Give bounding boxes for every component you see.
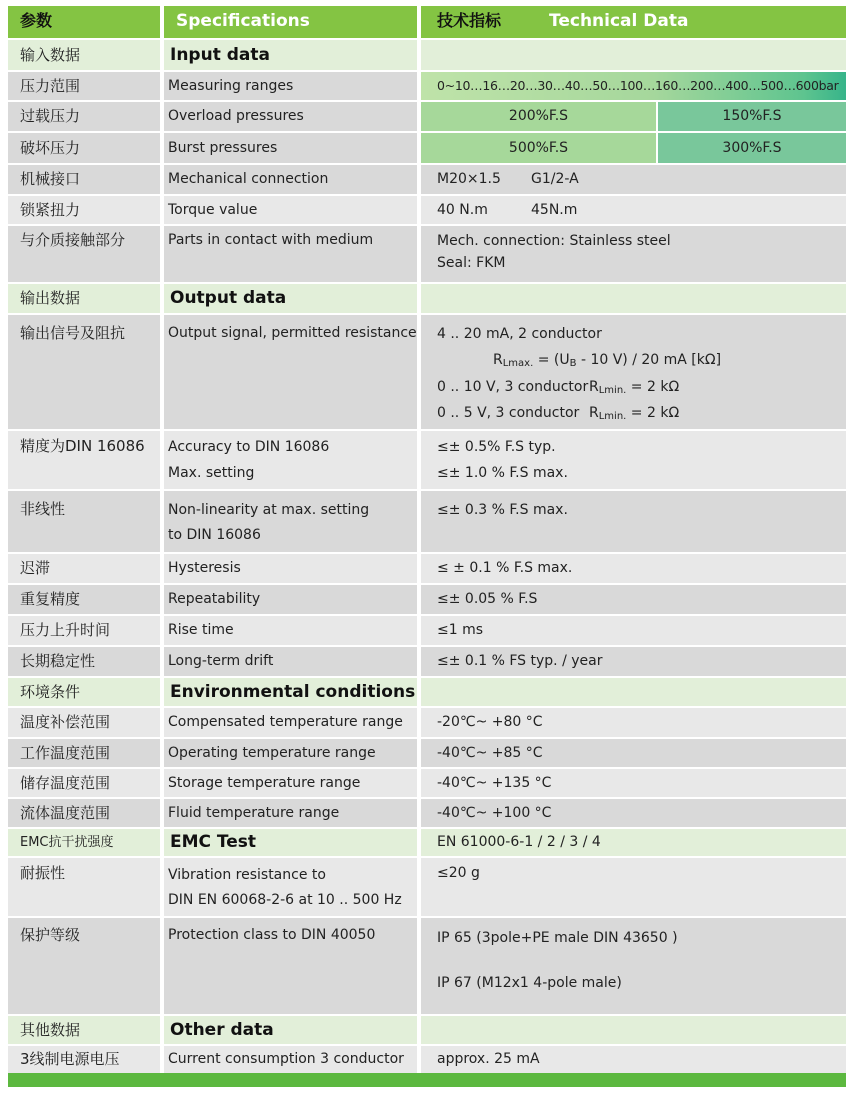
table-row	[8, 1046, 846, 1073]
table-row	[8, 491, 846, 552]
resistance-value: = 2 kΩ	[630, 405, 680, 421]
row-label-cn: 压力上升时间	[8, 616, 160, 645]
row-label-cn: 流体温度范围	[8, 799, 160, 827]
row-label-en: Fluid temperature range	[164, 799, 417, 827]
output-line-3: 0 .. 10 V, 3 conductor	[437, 379, 589, 395]
row-value	[421, 858, 846, 916]
table-row	[8, 918, 846, 1014]
table-row	[8, 647, 846, 676]
row-label-en: Compensated temperature range	[164, 708, 417, 737]
row-label-cn: 与介质接触部分	[8, 226, 160, 282]
row-label-en	[164, 858, 417, 916]
resistance-formula-rest: - 10 V) / 20 mA [kΩ]	[576, 352, 722, 368]
row-value: -40℃~ +85 °C	[421, 739, 846, 767]
header-technical-cn: 技术指标	[437, 11, 502, 30]
table-row	[8, 708, 846, 737]
table-row	[8, 315, 846, 429]
row-label-en	[164, 491, 417, 552]
row-value: ≤± 0.1 % FS typ. / year	[421, 647, 846, 676]
resistance-subscript: Lmin.	[598, 385, 627, 396]
section-env-cn: 环境条件	[8, 678, 160, 706]
row-label-cn: 储存温度范围	[8, 769, 160, 797]
row-label-cn: 保护等级	[8, 918, 160, 1014]
row-label-cn: 迟滞	[8, 554, 160, 583]
torque-value-a: 40 N.m	[437, 202, 488, 218]
header-technical-data	[421, 6, 846, 38]
table-row	[8, 196, 846, 224]
header-specifications: Specifications	[164, 6, 417, 38]
table-row	[8, 72, 846, 100]
row-label-cn: 锁紧扭力	[8, 196, 160, 224]
section-other-en: Other data	[164, 1016, 417, 1044]
table-row	[8, 858, 846, 916]
row-label-en: Output signal, permitted resistance	[164, 315, 417, 429]
overload-value-a: 200%F.S	[421, 102, 656, 131]
output-line-3-resistance	[589, 377, 679, 401]
mech-value-b: G1/2-A	[531, 171, 579, 187]
row-label-cn: 机械接口	[8, 165, 160, 194]
mech-value-a: M20×1.5	[437, 171, 501, 187]
section-emc	[8, 829, 846, 856]
row-label-cn: 温度补偿范围	[8, 708, 160, 737]
row-label-cn: 过载压力	[8, 102, 160, 131]
resistance-formula: = (U	[537, 352, 570, 368]
row-label-cn: 长期稳定性	[8, 647, 160, 676]
output-line-1: 4 .. 20 mA, 2 conductor	[437, 326, 602, 342]
accuracy-label-1: Accuracy to DIN 16086	[168, 439, 330, 455]
table-row	[8, 799, 846, 827]
row-label-cn: 重复精度	[8, 585, 160, 614]
section-emc-cn: EMC抗干扰强度	[8, 829, 160, 856]
voltage-subscript: B	[569, 358, 577, 369]
parts-line-2: Seal: FKM	[437, 255, 506, 271]
row-label-en: Protection class to DIN 40050	[164, 918, 417, 1014]
row-label-en: Burst pressures	[164, 133, 417, 163]
row-label-en: Torque value	[164, 196, 417, 224]
table-row	[8, 769, 846, 797]
section-input-en: Input data	[164, 40, 417, 70]
row-value: ≤1 ms	[421, 616, 846, 645]
row-label-cn: 压力范围	[8, 72, 160, 100]
row-label-cn: 耐振性	[8, 858, 160, 916]
accuracy-value-1: ≤± 0.5% F.S typ.	[437, 439, 556, 455]
row-value	[421, 315, 846, 429]
resistance-symbol: R	[493, 352, 503, 368]
row-value: -40℃~ +135 °C	[421, 769, 846, 797]
row-value: ≤± 0.05 % F.S	[421, 585, 846, 614]
vibration-value: ≤20 g	[437, 865, 480, 881]
table-row	[8, 739, 846, 767]
output-line-4: 0 .. 5 V, 3 conductor	[437, 405, 580, 421]
section-input-cn: 输入数据	[8, 40, 160, 70]
table-header	[8, 6, 846, 38]
output-line-4-resistance	[589, 403, 679, 427]
row-value	[421, 72, 846, 100]
row-value	[421, 491, 846, 552]
table-row	[8, 431, 846, 489]
section-env-en: Environmental conditions	[164, 678, 417, 706]
table-row	[8, 616, 846, 645]
row-label-en: Mechanical connection	[164, 165, 417, 194]
row-value	[421, 431, 846, 489]
section-input-blank	[421, 40, 846, 70]
row-label-cn: 非线性	[8, 491, 160, 552]
accuracy-value-2: ≤± 1.0 % F.S max.	[437, 465, 568, 481]
protection-value-1: IP 65 (3pole+PE male DIN 43650 )	[437, 930, 678, 946]
row-value: ≤ ± 0.1 % F.S max.	[421, 554, 846, 583]
row-value	[421, 102, 846, 131]
table-row	[8, 554, 846, 583]
nonlinearity-label-2: to DIN 16086	[168, 527, 261, 543]
section-emc-en: EMC Test	[164, 829, 417, 856]
resistance-symbol: R	[589, 379, 599, 395]
section-output-en: Output data	[164, 284, 417, 313]
parts-line-1: Mech. connection: Stainless steel	[437, 233, 671, 249]
row-label-en: Long-term drift	[164, 647, 417, 676]
section-output	[8, 284, 846, 313]
burst-value-b: 300%F.S	[658, 133, 846, 163]
accuracy-label-2: Max. setting	[168, 465, 255, 481]
row-value	[421, 165, 846, 194]
row-label-en: Storage temperature range	[164, 769, 417, 797]
table-row	[8, 102, 846, 131]
overload-value-b: 150%F.S	[658, 102, 846, 131]
protection-value-2: IP 67 (M12x1 4-pole male)	[437, 975, 622, 991]
section-other	[8, 1016, 846, 1044]
resistance-subscript: Lmax.	[502, 358, 534, 369]
row-value: -20℃~ +80 °C	[421, 708, 846, 737]
row-value: approx. 25 mA	[421, 1046, 846, 1073]
table-row	[8, 585, 846, 614]
torque-value-b: 45N.m	[531, 202, 578, 218]
nonlinearity-value: ≤± 0.3 % F.S max.	[437, 502, 568, 518]
vibration-label-2: DIN EN 60068-2-6 at 10 .. 500 Hz	[168, 892, 402, 908]
table-row	[8, 165, 846, 194]
section-output-cn: 输出数据	[8, 284, 160, 313]
section-input	[8, 40, 846, 70]
header-technical-en: Technical Data	[549, 11, 689, 31]
row-label-en: Overload pressures	[164, 102, 417, 131]
row-label-cn: 工作温度范围	[8, 739, 160, 767]
footer-bar	[8, 1073, 846, 1087]
row-label-en: Hysteresis	[164, 554, 417, 583]
resistance-subscript: Lmin.	[598, 411, 627, 422]
output-line-2	[493, 350, 721, 374]
row-label-cn: 精度为DIN 16086	[8, 431, 160, 489]
row-value	[421, 133, 846, 163]
resistance-symbol: R	[589, 405, 599, 421]
measuring-range-value: 0~10…16…20…30…40…50…100…160…200…400…500…600bar	[421, 72, 846, 100]
section-output-blank	[421, 284, 846, 313]
row-label-en	[164, 431, 417, 489]
section-other-blank	[421, 1016, 846, 1044]
row-label-cn: 3线制电源电压	[8, 1046, 160, 1073]
resistance-value: = 2 kΩ	[630, 379, 680, 395]
row-label-en: Rise time	[164, 616, 417, 645]
row-value	[421, 918, 846, 1014]
section-environmental	[8, 678, 846, 706]
vibration-label-1: Vibration resistance to	[168, 867, 326, 883]
row-value	[421, 196, 846, 224]
row-label-en: Repeatability	[164, 585, 417, 614]
row-value	[421, 226, 846, 282]
row-value: -40℃~ +100 °C	[421, 799, 846, 827]
row-label-en: Operating temperature range	[164, 739, 417, 767]
table-row	[8, 226, 846, 282]
section-env-blank	[421, 678, 846, 706]
nonlinearity-label-1: Non-linearity at max. setting	[168, 502, 370, 518]
row-label-cn: 输出信号及阻抗	[8, 315, 160, 429]
row-label-cn: 破坏压力	[8, 133, 160, 163]
row-label-en: Measuring ranges	[164, 72, 417, 100]
section-other-cn: 其他数据	[8, 1016, 160, 1044]
row-label-en: Parts in contact with medium	[164, 226, 417, 282]
section-emc-value: EN 61000-6-1 / 2 / 3 / 4	[421, 829, 846, 856]
row-label-en: Current consumption 3 conductor	[164, 1046, 417, 1073]
burst-value-a: 500%F.S	[421, 133, 656, 163]
header-param: 参数	[8, 6, 160, 38]
table-row	[8, 133, 846, 163]
